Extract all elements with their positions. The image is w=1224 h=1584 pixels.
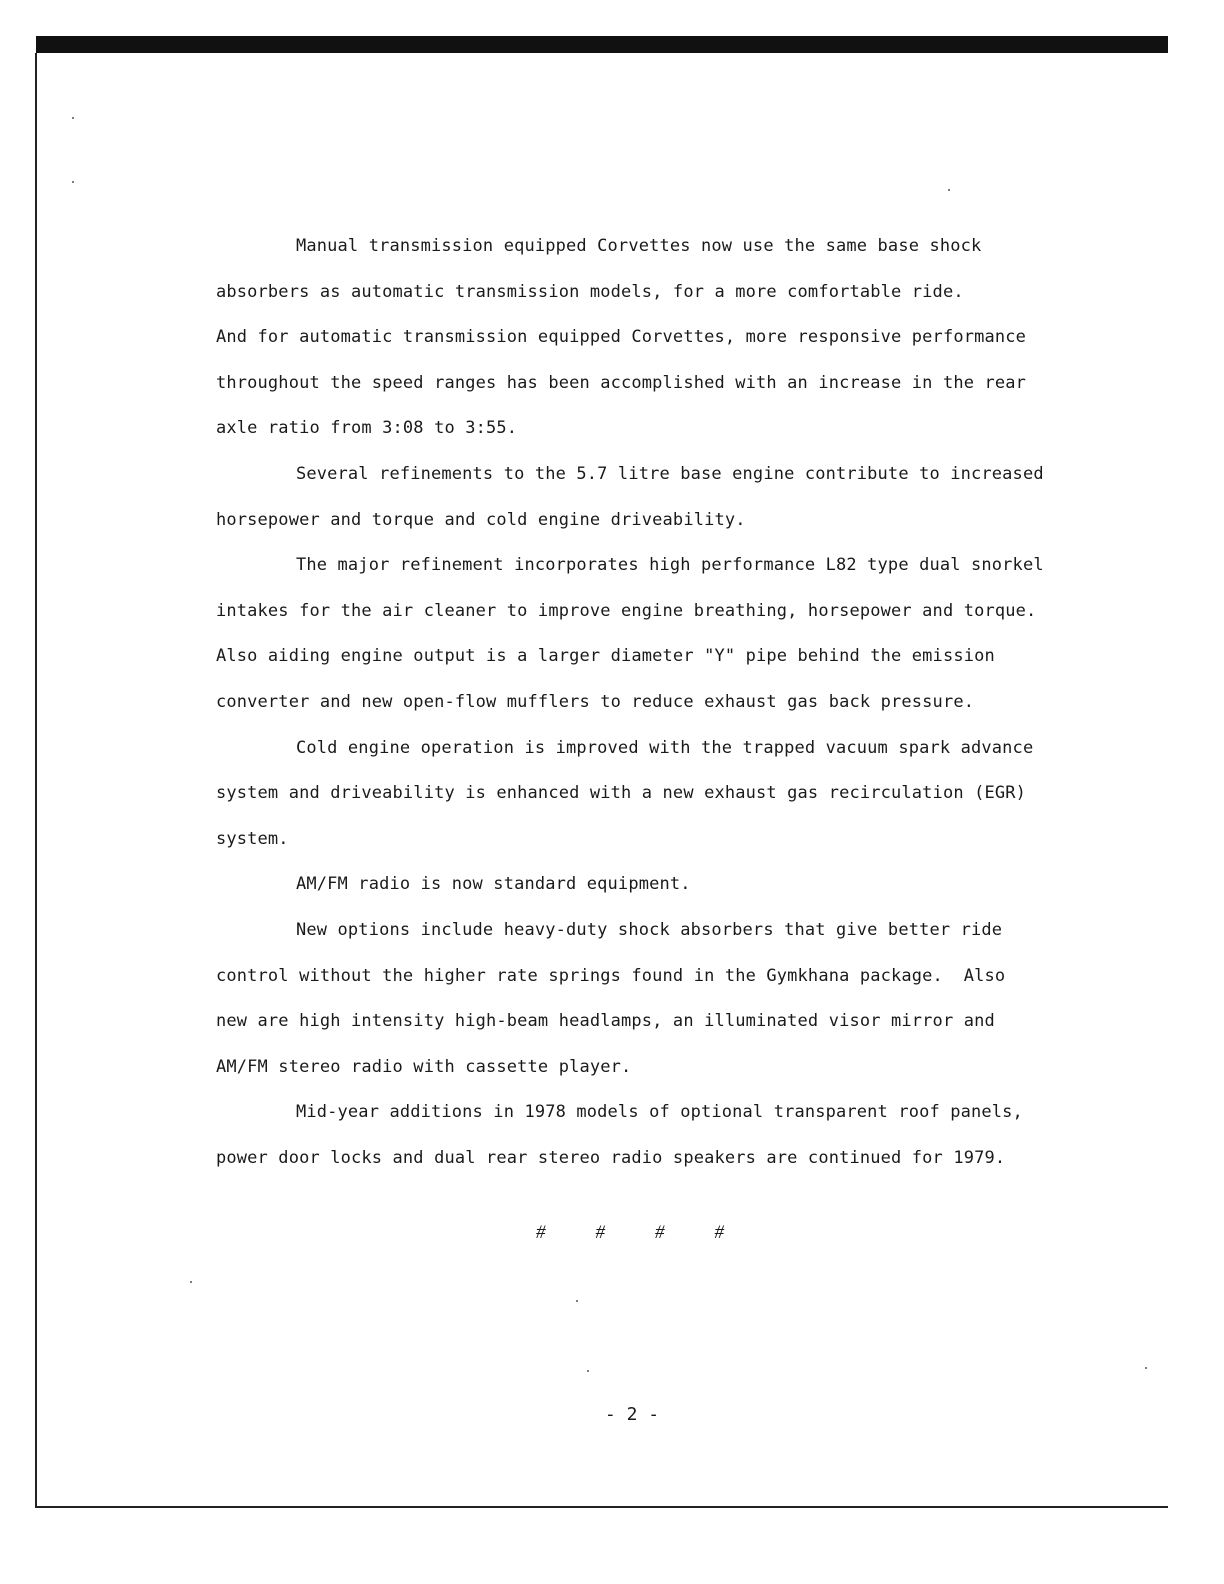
paragraph-engine-refinements (216, 452, 1136, 543)
text-line: Several refinements to the 5.7 litre base engine contribute to increased (296, 463, 1044, 484)
page-number: - 2 - (604, 1404, 660, 1425)
text-line: AM/FM radio is now standard equipment. (296, 874, 691, 895)
text-line: Cold engine operation is improved with the trapped vacuum spark advance (296, 737, 1034, 758)
text-line: converter and new open-flow mufflers to reduce exhaust gas back pressure. (216, 691, 975, 712)
text-line: axle ratio from 3:08 to 3:55. (216, 418, 518, 439)
text-line: system. (216, 828, 289, 849)
text-line: Manual transmission equipped Corvettes now use the same base shock (296, 236, 982, 256)
scan-speck (576, 1300, 578, 1302)
bottom-border-rule (35, 1506, 1168, 1508)
end-mark: # (714, 1222, 724, 1243)
paragraph-shock-absorbers (216, 224, 1136, 315)
text-line: power door locks and dual rear stereo radio speakers are continued for 1979. (216, 1147, 1006, 1168)
scan-speck (587, 1370, 589, 1372)
text-line: control without the higher rate springs found in the Gymkhana package. Also (216, 965, 1006, 986)
text-line: AM/FM stereo radio with cassette player. (216, 1056, 632, 1077)
paragraph-axle-ratio (216, 315, 1136, 452)
scan-speck (948, 189, 950, 191)
text-line: Also aiding engine output is a larger diameter "Y" pipe behind the emission (216, 646, 995, 667)
top-border-bar (36, 36, 1168, 53)
text-line: horsepower and torque and cold engine driveability. (216, 509, 746, 530)
text-line: Mid-year additions in 1978 models of optional transparent roof panels, (296, 1102, 1023, 1123)
scan-speck (72, 117, 74, 119)
end-mark: # (595, 1222, 605, 1243)
left-border-rule (35, 53, 37, 1508)
scan-speck (190, 1281, 192, 1283)
paragraph-am-fm-radio (216, 862, 1136, 908)
scan-speck (1145, 1367, 1147, 1369)
paragraph-new-options (216, 908, 1136, 1090)
end-mark: # (655, 1222, 665, 1243)
text-line: intakes for the air cleaner to improve engine breathing, horsepower and torque. (216, 600, 1037, 621)
text-line: New options include heavy-duty shock absorbers that give better ride (296, 919, 1003, 940)
end-mark: # (536, 1222, 546, 1243)
text-line: system and driveability is enhanced with a new exhaust gas recirculation (EGR) (216, 783, 1027, 804)
paragraph-mid-year-additions (216, 1090, 1136, 1181)
text-line: And for automatic transmission equipped Corvettes, more responsive performance (216, 327, 1027, 348)
text-line: The major refinement incorporates high performance L82 type dual snorkel (296, 555, 1044, 576)
text-line: new are high intensity high-beam headlamps, an illuminated visor mirror and (216, 1011, 995, 1032)
scan-speck (72, 181, 74, 183)
document-body (216, 224, 1136, 1181)
text-line: throughout the speed ranges has been accomplished with an increase in the rear (216, 372, 1027, 393)
paragraph-major-refinement (216, 543, 1136, 725)
text-line: absorbers as automatic transmission models, for a more comfortable ride. (216, 281, 964, 302)
end-of-release-marks (536, 1222, 724, 1244)
paragraph-cold-engine (216, 726, 1136, 863)
